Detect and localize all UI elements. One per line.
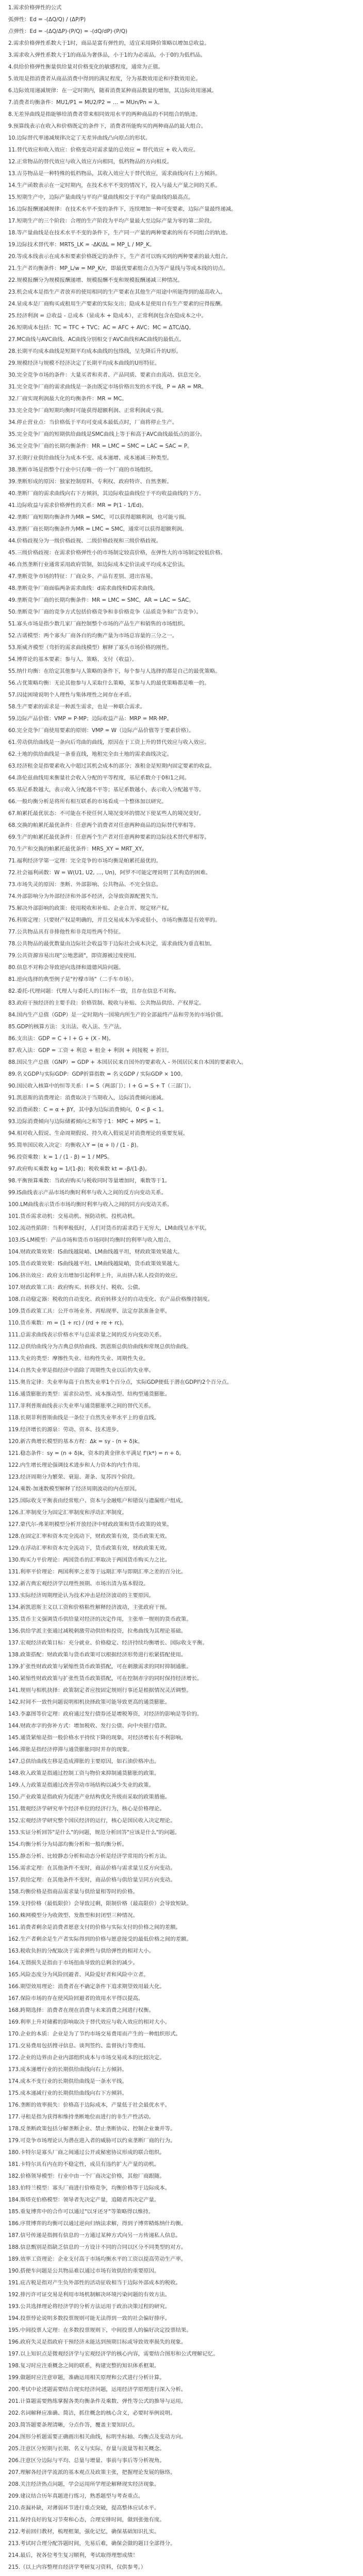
text-line: 138.政策搭配：财政政策与货币政策可以根据经济形势进行松紧搭配使用。 — [8, 1652, 187, 1658]
text-line: 21.生产者均衡条件：MP_L/w = MP_K/r，即最优要素组合点为等产量线与等成本线的切点。 — [8, 265, 229, 272]
text-line: 122.内生增长理论强调技术进步和人力资本的内生作用。 — [8, 1462, 144, 1468]
text-line: 22.规模报酬分为规模报酬递增、规模报酬不变和规模报酬递减三种情况。 — [8, 277, 183, 283]
text-line: 57.囚徒困境说明个人理性与集体理性之间存在矛盾。 — [8, 692, 135, 698]
text-line: 132.新古典宏观经济学以理性预期、市场出清为基本假设。 — [8, 1581, 149, 1587]
text-line: 206.注意区分边际与平均、总量与增量、事前与事后等分析视角。 — [8, 2458, 165, 2464]
text-line: 114.自然失业率是指经济中消除了周期性失业以后的失业率。 — [8, 1367, 154, 1374]
text-line: 67.帕累托最优状态：不可能在不使任何人境况变坏的情况下使某些人的境况变好。 — [8, 810, 205, 817]
text-line: 129.在浮动汇率和资本完全流动下，货币政策有效，财政政策无效。 — [8, 1545, 171, 1551]
text-line: 176.垄断的效率损失：价格高于边际成本，产量低于社会最优水平。 — [8, 2102, 171, 2108]
text-line: 139.扩张性财政政策与紧缩性货币政策搭配，可在刺激需求的同时抑制通胀。 — [8, 1664, 192, 1670]
text-line: 121.稳态条件：sy = (n + δ)k，资本的黄金律水平满足 f'(k*) = n + δ。 — [8, 1450, 185, 1456]
text-line: 24.显成本是厂商购买或租用生产要素的实际支出；隐成本是使用自有生产要素的应得报酬。 — [8, 301, 226, 307]
text-line: 195.中间投票人定理：在多数投票规则下，中间投票人的偏好决定投票结果。 — [8, 2327, 192, 2333]
text-line: 85.GDP的核算方法：支出法、收入法、生产法。 — [8, 1024, 125, 1030]
text-line: 86.支出法：GDP = C + I + G + (X - M)。 — [8, 1036, 114, 1042]
text-line: 84.国内生产总值（GDP）是一定时期内一国境内所生产的全部最终产品和劳务的市场价值。 — [8, 1012, 227, 1018]
text-line: 5.效用是指消费者从商品消费中得到的满足程度，分为基数效用论和序数效用论。 — [8, 76, 201, 82]
text-line: 62.土地的供给曲线是一条垂直线，地租完全由土地的需求曲线决定。 — [8, 751, 172, 757]
text-line: 103.IS-LM模型：产品市场和货币市场同时均衡时的利率与收入组合。 — [8, 1237, 174, 1243]
text-line: 26.短期成本包括：TC = TFC + TVC；AC = AFC + AVC；MC = ΔTC/ΔQ。 — [8, 325, 194, 331]
text-line: 56.占优策略均衡：无论其他参与人采取什么策略，某参与人的最优策略都是唯一的。 — [8, 680, 210, 686]
text-line: 83.政府干预经济的主要手段：价格管制、税收与补贴、公共物品供给、产权界定。 — [8, 1000, 205, 1006]
text-line: 198.复习时应注重概念之间的联系，构建完整的知识体系框架。 — [8, 2363, 160, 2369]
text-line: 104.财政政策效果：IS曲线越陡峭、LM曲线越平坦，财政政策效果越大。 — [8, 1249, 183, 1255]
text-line: 74.外部影响分为外部经济和外部不经济，会导致资源配置失当。 — [8, 893, 162, 900]
text-line: 72.社会福利函数：W = W(U1, U2, …, Un)，阿罗不可能定理说明了其构造的困难。 — [8, 870, 211, 876]
text-line: 44.价格歧视分为一级价格歧视、二级价格歧视和三级价格歧视。 — [8, 538, 162, 544]
text-line: 35.完全竞争厂商的短期供给曲线是SMC曲线上等于和高于AVC曲线最低点的部分。 — [8, 431, 206, 437]
text-line: 25.经济利润 = 总收益 - 总成本（显成本 + 隐成本），正常利润包含在隐成本之中。 — [8, 313, 207, 319]
text-line: 95.简单国民收入决定：均衡收入Y = (α + I) / (1 - β)。 — [8, 1142, 142, 1148]
text-line: 184.斯塔克伯格模型：领导者先决定产量，追随者再决定产量。 — [8, 2197, 160, 2203]
text-line: 98.平衡预算乘数：当政府购买与税收同时等量增加时，乘数等于1。 — [8, 1178, 171, 1184]
text-line: 105.货币政策效果：IS曲线越平坦、LM曲线越陡峭，货币政策效果越大。 — [8, 1261, 183, 1267]
text-line: 152.宏观经济学研究整个国民经济的运行，核心是国民收入决定理论。 — [8, 1818, 176, 1824]
text-line: 183.伯特兰模型：寡头厂商进行价格竞争，均衡价格等于边际成本。 — [8, 2185, 171, 2191]
text-line: 161.消费者剩余是消费者愿意支付的价格与实际支付的价格之间的差额。 — [8, 1924, 181, 1930]
text-line: 196.政府失灵是指政府干预经济未能达到预期目标或导致效率损失的现象。 — [8, 2339, 187, 2345]
text-line: 46.自然垄断行业通常采用政府管制，如边际成本定价法或平均成本定价法。 — [8, 562, 189, 568]
text-line: 89.名义GDP与实际GDP：GDP折算指数 = 名义GDP / 实际GDP × 100。 — [8, 1071, 186, 1077]
text-line: 135.货币主义强调货币供给量对经济的决定作用，主张单一规则的货币政策。 — [8, 1616, 192, 1622]
text-line: 6.边际效用递减规律：在一定时期内，随着消费某种商品数量的增加，其边际效用递减。 — [8, 88, 217, 94]
text-line: 94.相对收入假说、生命周期假说、持久收入假说是对消费理论的重要发展。 — [8, 1130, 189, 1137]
text-line: 156.需求定理：在其他条件不变时，商品价格与需求量呈反方向变动。 — [8, 1865, 176, 1871]
text-line: 100.LM曲线表示货币市场均衡时利率与收入之间的同方向变动关系。 — [8, 1201, 173, 1208]
text-line: 18.等产量曲线是在技术水平不变的条件下，生产同一产量的两种要素的所有不同组合的轨迹。 — [8, 230, 232, 236]
text-line: 54.博弈论的基本要素：参与人、策略、支付（收益）。 — [8, 656, 138, 663]
text-line: 63.经济租金是指要素收入中超过其机会成本的部分；准租金是短期内固定要素的收益。 — [8, 763, 215, 769]
text-line: 205.注意区分短期与长期、名义与实际、存量与流量等相关概念。 — [8, 2446, 165, 2452]
text-line: 65.基尼系数越大，表示收入分配越不平等；基尼系数越小，表示收入分配越平等。 — [8, 787, 205, 793]
text-line: 33.完全竞争厂商短期均衡时可能获得超额利润、正常利润或亏损。 — [8, 408, 167, 414]
text-line: 106.挤出效应：政府支出增加引起利率上升，从而挤占私人投资的效应。 — [8, 1273, 181, 1279]
text-line: 36.完全竞争厂商的长期均衡条件：MR = LMC = SMC = LAC = SAC = P。 — [8, 443, 193, 449]
text-line: 141.规则与相机抉择：政策制定者应按固定规则行事还是根据情况灵活调整。 — [8, 1687, 192, 1693]
text-line: 179.可竞争市场理论认为潜在进入者的威胁可以约束垄断厂商的行为。 — [8, 2138, 176, 2144]
text-line: 10.边际替代率递减规律决定了无差异曲线凸向原点的形状。 — [8, 135, 151, 141]
text-line: 199.做题时应注意审题，准确运用相关原理和公式进行分析计算。 — [8, 2375, 165, 2381]
text-line: 23.机会成本是指生产者放弃的使用相同的生产要素在其他生产用途中所能得到的最高收入。 — [8, 289, 226, 295]
text-line: 159.支持价格（最低限价）会导致过剩，限制价格（最高限价）会导致短缺。 — [8, 1901, 192, 1907]
text-line: 128.在固定汇率和资本完全流动下，财政政策有效，货币政策无效。 — [8, 1533, 171, 1539]
text-line: 144.财政赤字的弥补方式：增加税收、发行公债、向中央银行借款。 — [8, 1723, 171, 1729]
text-line: 182.价格领导模型：行业中由一个厂商决定价格，其他厂商跟随。 — [8, 2173, 165, 2179]
text-line: 212.考前回归教材，梳理框架，强化记忆，确保基础知识扎实。 — [8, 2529, 160, 2535]
text-line: 28.长期平均成本曲线是短期平均成本曲线的包络线，呈先降后升的U形。 — [8, 348, 182, 354]
text-line: 55.纳什均衡：在给定其他参与人策略的条件下，每个参与人选择的都是自己的最优策略。 — [8, 668, 221, 674]
text-line: 49.垄断竞争厂商的长期均衡条件：MR = LMC = SMC，AR = LAC = SAC。 — [8, 597, 194, 603]
text-line: 14.生产函数表示在一定时期内，在技术水平不变的情况下，投入与最大产量之间的关系。 — [8, 182, 221, 189]
text-line: 190.搭便车问题是公共物品难以通过市场有效供给的重要原因。 — [8, 2268, 160, 2274]
text-line: 81.逆向选择的典型例子是"柠檬市场"（二手车市场）。 — [8, 976, 137, 982]
text-line: 124.乘数-加速数模型解释了经济周期波动的内在原因。 — [8, 1486, 140, 1492]
text-line: 107.财政政策工具：政府购买、转移支付、税收、公债。 — [8, 1284, 144, 1291]
text-line: 133.实际经济周期理论认为技术冲击是经济波动的主要原因。 — [8, 1592, 154, 1599]
text-line: 127.蒙代尔-弗莱明模型分析开放经济中财政政策和货币政策的效果。 — [8, 1521, 172, 1528]
text-line: 108.自动稳定器：税收的自动变化、政府转移支付的自动变化、农产品价格维持制度。 — [8, 1296, 213, 1302]
text-line: 93.边际消费倾向与边际储蓄倾向之和等于1：MPC + MPS = 1。 — [8, 1118, 164, 1125]
text-line: 191.庇古税是指对产生负外部性的活动征收相当于边际外部成本的税收。 — [8, 2280, 181, 2286]
text-line: 60.完全竞争厂商使用要素的原则：VMP = W（边际产品价值等于要素价格）。 — [8, 727, 194, 734]
text-line: 187.信号传递是指拥有信息的一方通过某种方式向另一方传递私人信息。 — [8, 2232, 181, 2239]
text-line: 76.科斯定理：只要财产权是明确的，并且交易成本为零或很小，市场均衡都是有效率的。 — [8, 917, 221, 923]
text-line: 155.静态分析、比较静态分析和动态分析是经济学常用的分析方法。 — [8, 1853, 171, 1859]
text-line: 110.货币乘数：m = (1 + rc) / (rd + re + rc)。 — [8, 1320, 127, 1326]
text-line: 167.保险市场的存在使风险回避者的效用水平得以提高。 — [8, 1995, 144, 2002]
text-line: 77.公共物品具有非排他性和非竞用性两个特征。 — [8, 929, 124, 935]
text-line: 7.消费者均衡条件：MU1/P1 = MU2/P2 = … = MUn/Pn = λ。 — [8, 99, 163, 106]
text-line: 51.寡头市场是指少数几家厂商控制整个市场的产品生产和销售的市场组织。 — [8, 621, 189, 627]
text-line: 177.寻租是指为获得和维持垄断地位而进行的非生产性活动。 — [8, 2114, 154, 2120]
text-line: 178.反垄断政策包括分解垄断企业、禁止垄断协议、控制企业兼并等。 — [8, 2126, 176, 2132]
text-line: 181.卡特尔具有内在的不稳定性，成员有违约扩大产量的动机。 — [8, 2161, 160, 2167]
text-line: 120.新古典增长模型的基本方程：Δk = sy - (n + δ)k。 — [8, 1438, 143, 1445]
text-line: 61.劳动供给曲线是一条向后弯曲的曲线，原因在于工资上升的替代效应与收入效应。 — [8, 739, 210, 745]
text-line: 80.信息不对称会导致逆向选择和道德风险问题。 — [8, 964, 124, 971]
text-line: 69.生产的帕累托最优条件：任意两个生产者对任意两种要素的边际技术替代率相等。 — [8, 834, 210, 840]
text-line: 165.风险态度分为风险回避者、风险爱好者和风险中立者。 — [8, 1972, 149, 1978]
text-line: 150.产业政策是指政府为促进产业结构优化升级而采取的政策措施。 — [8, 1794, 171, 1800]
text-line: 157.供给定理：在其他条件不变时，商品价格与供给量呈同方向变动。 — [8, 1877, 176, 1883]
text-line: 13.吉芬物品是一种特殊的低档物品，其收入效应大于替代效应，需求曲线向右上方倾斜。 — [8, 171, 221, 177]
text-line: 11.替代效应和收入效应：价格变动对需求量的总效应 = 替代效应 + 收入效应。 — [8, 147, 199, 153]
text-line: 197.以上知识点是微观经济学与宏观经济学的核心内容，需要结合图形和公式理解记忆。 — [8, 2351, 219, 2357]
text-line: 168.跨期选择：消费者在现在消费与未来消费之间进行权衡。 — [8, 2007, 154, 2013]
text-line: 188.信息甄别是指缺乏信息的一方设计不同的合同以区分不同类型的对方。 — [8, 2244, 187, 2250]
text-line: 39.垄断形成的原因：独家控制原料、专利权、政府特许、自然垄断。 — [8, 479, 172, 485]
text-line: 201.计算题需要熟练掌握各类均衡条件及乘数、弹性等公式的推导与运用。 — [8, 2398, 187, 2404]
text-line: 148.收入政策是指通过控制工资与物价来抑制通货膨胀的政策。 — [8, 1770, 160, 1776]
text-line: 151.微观经济学研究单个经济单位的经济行为，核心是价格理论。 — [8, 1806, 165, 1812]
text-line: 164.无谓损失是指由于市场扭曲导致的总剩余的减少。 — [8, 1960, 138, 1966]
text-line: 73.市场失灵的原因：垄断、外部影响、公共物品、不完全信息。 — [8, 882, 162, 888]
text-line: 134.新凯恩斯主义以工资和价格粘性解释经济波动，主张政府干预。 — [8, 1604, 171, 1611]
text-line: 79.公共资源容易出现"公地悲剧"，即资源被过度使用。 — [8, 953, 140, 959]
text-line: 27.MC曲线与AVC曲线、AC曲线分别相交于AVC曲线和AC曲线的最低点。 — [8, 336, 185, 343]
text-line: 123.经济周期分为繁荣、衰退、萧条、复苏四个阶段。 — [8, 1474, 138, 1480]
text-line: 214.最后，祝各位考生复习顺利，考试取得理想成绩！ — [8, 2552, 138, 2558]
text-line: 154.均衡分析分为局部均衡分析和一般均衡分析。 — [8, 1841, 127, 1848]
text-line: 130.购买力平价理论：两国货币的汇率取决于两国货币购买力之比。 — [8, 1557, 171, 1563]
text-line: 142.时间不一致性问题说明相机抉择政策可能导致更高的通货膨胀。 — [8, 1699, 171, 1705]
text-line: 53.斯威齐模型（弯折的需求曲线模型）解释了寡头市场价格的刚性。 — [8, 645, 172, 651]
text-line: 45.三级价格歧视：在需求价格弹性小的市场制定较高价格，在弹性大的市场制定较低价格。 — [8, 550, 226, 556]
text-line: 50.垄断竞争厂商的竞争方式包括价格竞争和非价格竞争（品质竞争和广告竞争）。 — [8, 609, 202, 615]
text-line: 200.考试中论述题需要结合现实经济问题，运用经济学原理进行深入分析。 — [8, 2386, 187, 2393]
text-line: 153.实证分析回答"是什么"的问题，规范分析回答"应该是什么"的问题。 — [8, 1829, 180, 1836]
text-line: 125.国际收支平衡表由经常账户、资本与金融账户和错误与遗漏账户组成。 — [8, 1498, 187, 1504]
text-line: 143.李嘉图等价定理：政府通过发行债券还是增税筹资，对经济的影响是等价的。 — [8, 1711, 203, 1717]
text-line: 99.IS曲线表示产品市场均衡时利率与收入之间的反方向变动关系。 — [8, 1190, 167, 1196]
text-line: 38.垄断市场是指整个行业中只有唯一的一个厂商的市场组织。 — [8, 467, 156, 473]
text-line: 43.垄断厂商长期均衡条件为MR = LMC = SMC，通常可以获得超额利润。 — [8, 526, 188, 532]
text-line: 92.消费函数：C = α + βY，其中β为边际消费倾向，0 < β < 1。 — [8, 1107, 167, 1113]
text-line: 97.政府购买乘数 kg = 1/(1-β)；税收乘数 kt = -β/(1-β)。 — [8, 1166, 151, 1172]
text-line: 207.理解各经济学流派的基本观点及政策主张，把握理论发展的脉络。 — [8, 2469, 176, 2476]
text-line: 17.短期生产的三个阶段：合理的生产阶段为平均产量最大至边际产量为零的第二阶段。 — [8, 218, 215, 224]
text-line: 64.洛伦兹曲线用来衡量社会收入分配的平等程度，基尼系数介于0和1之间。 — [8, 775, 190, 781]
text-line: 203.简答题要条理清晰，分点作答，覆盖主要知识点。 — [8, 2422, 138, 2428]
text-line: 2.需求价格弹性系数大于1时，商品是富有弹性的，适宜采用降价策略以增加总收益。 — [8, 40, 210, 46]
text-line: 175.成本递减行业的长期供给曲线向右下方倾斜。 — [8, 2090, 127, 2096]
text-line: 158.均衡价格是指商品需求量与供给量相等时的价格。 — [8, 1889, 138, 1895]
text-line: 149.人力政策是指通过改善劳动市场结构以减少失业的政策。 — [8, 1782, 154, 1788]
text-line: 9.预算线表示在收入和价格既定的条件下，消费者所能购买的两种商品的最大组合。 — [8, 123, 206, 129]
text-line: 4.供给价格弹性衡量供给量对价格变化的敏感程度，通常为正值。 — [8, 64, 163, 70]
text-line: 147.总供给曲线左移是造成滞胀的主要原因，如石油价格冲击。 — [8, 1758, 160, 1765]
text-line: 34.停止营业点：当价格低于平均可变成本最低点时，厂商将停止生产。 — [8, 419, 178, 426]
text-line: 66.一般均衡分析是将所有相互联系的市场看成一个整体加以研究。 — [8, 799, 167, 805]
text-line: 47.垄断竞争市场的特征：厂商众多、产品有差别、进出容易。 — [8, 573, 156, 580]
text-line: 202.名词解释应准确、简洁，抓住概念的核心含义，必要时举例说明。 — [8, 2410, 176, 2416]
text-line: 131.利率平价理论：两国利率之差等于远期汇率与即期汇率之差的百分比。 — [8, 1569, 187, 1575]
text-line: 87.收入法：GDP = 工资 + 利息 + 租金 + 利润 + 间接税 + 折旧。 — [8, 1047, 172, 1054]
text-line: 166.期望效用理论：消费者在不确定条件下追求期望效用最大化。 — [8, 1984, 165, 1990]
text-line: 42.垄断厂商短期均衡条件为MR = SMC，可以获得超额利润，也可能亏损。 — [8, 514, 190, 520]
text-line: 169.利率上升对储蓄的影响取决于替代效应与收入效应的相对大小。 — [8, 2019, 171, 2025]
text-line: 78.公共物品的最优数量由边际社会收益等于边际社会成本决定，需求曲线为垂直相加。 — [8, 941, 215, 947]
text-line: 15.短期生产中，边际产量曲线与平均产量曲线相交于平均产量曲线的最高点。 — [8, 194, 194, 200]
text-line: 75.解决外部影响的政策：使用税收和补贴、企业合并、规定财产权。 — [8, 905, 172, 911]
text-line: 48.垄断竞争厂商面临两条需求曲线：d需求曲线和D需求曲线。 — [8, 585, 158, 591]
text-line: 174.成本不变行业的长期供给曲线是一条水平线。 — [8, 2078, 127, 2084]
text-line: 180.卡特尔是寡头厂商之间通过公开或秘密协议形成的联合组织。 — [8, 2149, 165, 2156]
text-line: 12.正常物品的替代效应与收入效应方向相同，低档物品的方向相反。 — [8, 159, 172, 165]
text-line: 52.古诺模型：两个寡头厂商各自的均衡产量为市场总容量的三分之一。 — [8, 633, 178, 639]
text-line: 116.通货膨胀的类型：需求拉动型、成本推动型、结构型通货膨胀。 — [8, 1391, 171, 1397]
text-line: 112.总供给曲线分为古典总供给曲线、凯恩斯总供给曲线和常规总供给曲线。 — [8, 1344, 192, 1350]
text-line: 31.完全竞争厂商的需求曲线是一条由既定市场价格出发的水平线，P = AR = MR。 — [8, 384, 207, 390]
text-line: 117.菲利普斯曲线表示失业率与通货膨胀率之间的替代关系。 — [8, 1403, 154, 1409]
text-line: 173.成本递增行业的长期供给曲线向右上方倾斜。 — [8, 2066, 127, 2073]
text-line: 185.重复博弈中的合作可以通过"以牙还牙"等策略得以维持。 — [8, 2209, 154, 2215]
text-line: 146.滞胀是指经济停滞与通货膨胀同时并存的现象。 — [8, 1747, 133, 1753]
text-line: 211.保持良好的复习节奏和心态，合理安排时间，做到张弛有度。 — [8, 2517, 165, 2523]
text-line: 1.需求价格弹性的公式 — [8, 5, 62, 11]
text-line: 41.边际收益与需求价格弹性的关系：MR = P(1 - 1/Ed)。 — [8, 502, 147, 509]
text-line: 171.交易费用包括搜寻信息、谈判签约、监督执行等费用。 — [8, 2043, 149, 2049]
text-line: 118.长期菲利普斯曲线是一条位于自然失业率水平上的垂直线。 — [8, 1415, 160, 1421]
text-line: 215.（以上内容整理自经济学考研复习资料，仅供参考。） — [8, 2564, 146, 2570]
text-line: 137.宏观经济政策目标：充分就业、价格稳定、经济持续均衡增长、国际收支平衡。 — [8, 1640, 208, 1646]
text-line: 119.经济增长的源泉：劳动、资本、技术进步。 — [8, 1427, 122, 1433]
text-line: 3.需求收入弹性系数大于1的商品为奢侈品，小于1的为必需品，小于0的为低档品。 — [8, 52, 206, 58]
text-line: 213.考试时合理分配答题时间，先易后难，确保会做的题目全部得分。 — [8, 2540, 176, 2547]
text-line: 209.建议结合历年真题进行练习，熟悉题型与考查重点。 — [8, 2493, 144, 2499]
text-line: 8.无差异曲线是指能够给消费者带来相同效用水平的两种商品的不同组合的轨迹。 — [8, 111, 201, 117]
text-line: 163.税收负担的分配取决于需求弹性与供给弹性的相对大小。 — [8, 1948, 154, 1954]
text-line: 29.规模经济与规模不经济决定了长期平均成本曲线的U形特征。 — [8, 360, 160, 366]
text-line: 30.完全竞争市场的条件：大量买者和卖者、产品同质、要素自由流动、信息完全。 — [8, 372, 205, 378]
text-line: 32.厂商实现利润最大化的均衡条件：MR = MC。 — [8, 396, 127, 402]
text-line: 115.奥肯定律：失业率每高于自然失业率1个百分点，实际GDP便低于潜在GDP约2个百分点。 — [8, 1379, 233, 1385]
text-line: 172.企业的边界由企业内部组织成本与市场交易成本的比较决定。 — [8, 2055, 165, 2061]
text-line: 113.失业的类型：摩擦性失业、结构性失业、周期性失业。 — [8, 1355, 149, 1362]
text-line: 204.图形分析题需要正确画出相关曲线，标明坐标轴、均衡点及变动方向。 — [8, 2434, 187, 2440]
text-line: 145.通货紧缩是指一般价格水平持续下降的现象，对经济增长有不利影响。 — [8, 1735, 187, 1741]
text-line: 102.流动性陷阱：当利率极低时，人们对货币的需求趋于无穷大，LM曲线呈水平状。 — [8, 1225, 210, 1231]
text-line: 96.投资乘数：k = 1 / (1 - β) = 1 / MPS。 — [8, 1154, 113, 1160]
text-line: 71.福利经济学第一定理：完全竞争的市场均衡是帕累托最优的。 — [8, 858, 162, 864]
text-line: 59.边际产品价值：VMP = P·MP；边际收益产品：MRP = MR·MP。 — [8, 716, 172, 722]
text-line: 点弹性：Ed = -(ΔQ/ΔP)·(P/Q) = -(dQ/dP)·(P/Q) — [8, 28, 128, 35]
text-line: 16.边际报酬递减规律：在技术水平不变的条件下，连续增加一种可变要素，边际产量最终递减。 — [8, 206, 237, 212]
text-line: 70.生产和交换的帕累托最优条件：MRS_XY = MRT_XY。 — [8, 846, 147, 852]
text-line: 19.边际技术替代率：MRTS_LK = -ΔK/ΔL = MP_L / MP_K。 — [8, 242, 155, 248]
text-line: 194.投票悖论说明多数投票规则可能无法得到一致的社会偏好排序。 — [8, 2315, 171, 2321]
text-line: 58.生产要素的需求是一种派生需求，也是一种联合需求。 — [8, 704, 145, 710]
text-line: 193.公共选择理论将经济学的分析方法运用于政治决策过程的研究。 — [8, 2303, 171, 2310]
text-line: 126.汇率制度分为固定汇率制度和浮动汇率制度。 — [8, 1510, 127, 1516]
text-line: 210.查漏补缺，对薄弱环节进行重点突破，提高整体应试水平。 — [8, 2505, 160, 2511]
text-line: 162.生产者剩余是生产者实际得到的价格与愿意接受的最低价格之间的差额。 — [8, 1936, 192, 1942]
text-line: 170.企业的本质：企业是为了节约市场交易费用而产生的一种组织形式。 — [8, 2031, 181, 2037]
text-line: 160.蛛网模型分为收敛型、发散型和封闭型三种情况。 — [8, 1912, 138, 1919]
text-line: 136.供给学派主张通过减税刺激劳动供给和投资，拉弗曲线为其理论基础。 — [8, 1628, 187, 1634]
text-line: 91.凯恩斯的消费理论：消费取决于当期收入，边际消费倾向递减。 — [8, 1095, 167, 1101]
text-line: 208.关注经济热点问题，学会运用所学理论解释现实经济现象。 — [8, 2481, 160, 2487]
text-line: 109.货币政策工具：公开市场业务、再贴现率、法定存款准备金率。 — [8, 1308, 171, 1314]
text-line: 37.长期行业供给曲线分为成本不变、成本递增、成本递减三种类型。 — [8, 455, 172, 461]
text-line: 68.交换的帕累托最优条件：任意两个消费者对任意两种商品的边际替代率相等。 — [8, 822, 199, 828]
text-line: 弧弹性：Ed = -(ΔQ/Q) / (ΔP/P) — [8, 16, 86, 23]
text-line: 111.总需求曲线表示价格水平与总需求量之间的反方向变动关系。 — [8, 1332, 165, 1338]
text-line: 189.效率工资理论：企业支付高于市场均衡水平的工资以提高劳动生产率。 — [8, 2256, 187, 2262]
text-line: 186.序贯博弈的均衡可以通过逆向归纳法求解，得到子博弈精炼纳什均衡。 — [8, 2221, 187, 2227]
text-line: 101.货币需求动机：交易动机、预防动机、投机动机。 — [8, 1213, 138, 1219]
text-line: 82.委托-代理问题：代理人与委托人的目标不一致，且存在信息不对称。 — [8, 988, 179, 994]
text-line: 192.排污许可证交易是利用市场机制解决环境污染问题的有效方法。 — [8, 2292, 171, 2298]
text-line: 20.等成本线表示在成本和要素价格既定的条件下，生产者可以购买到的两种要素的最大组合。 — [8, 253, 232, 260]
text-line: 90.国民收入核算中的恒等关系：I = S（两部门）；I + G = S + T（三部门）。 — [8, 1083, 194, 1089]
text-line: 88.国民生产总值（GNP）= GDP + 本国居民来自国外的要素收入 - 外国居民来自本国的要素收入。 — [8, 1059, 247, 1065]
text-line: 40.垄断厂商的需求曲线向右下方倾斜，其边际收益曲线位于平均收益曲线的下方。 — [8, 490, 205, 497]
text-line: 140.紧缩性财政政策与扩张性货币政策搭配，可在控制赤字的同时保持经济增长。 — [8, 1675, 203, 1682]
